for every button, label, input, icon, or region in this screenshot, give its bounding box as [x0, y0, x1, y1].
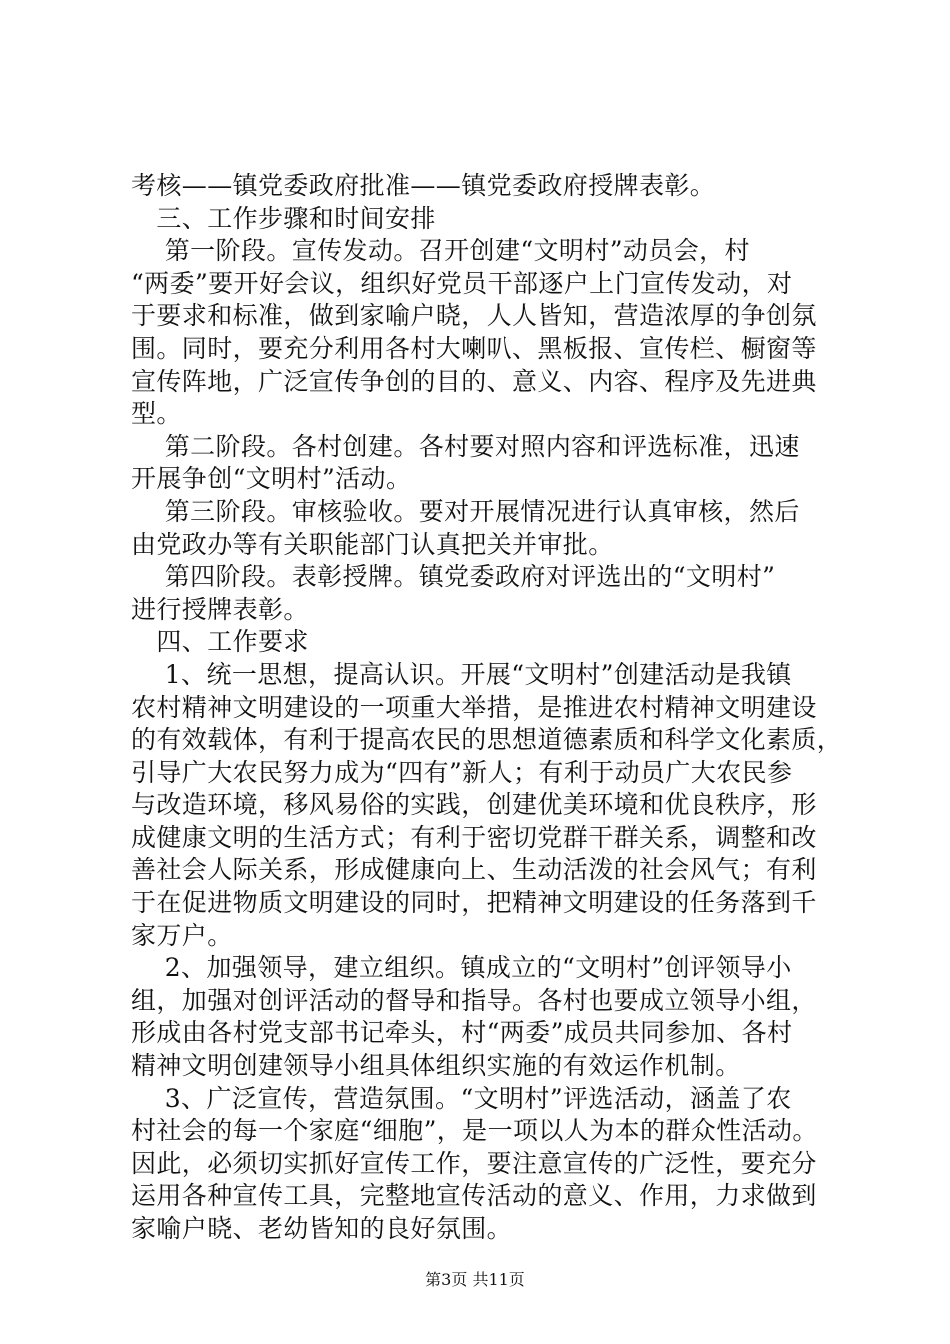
text-line: 第二阶段。各村创建。各村要对照内容和评选标准，迅速 — [131, 431, 800, 461]
text-line: “两委”要开好会议，组织好党员干部逐户上门宣传发动，对 — [131, 268, 793, 298]
text-line: 于在促进物质文明建设的同时，把精神文明建设的任务落到千 — [131, 888, 817, 918]
text-line: 形成由各村党支部书记牵头，村“两委”成员共同参加、各村 — [131, 1018, 793, 1048]
text-line: 2、加强领导，建立组织。镇成立的“文明村”创评领导小 — [131, 953, 792, 983]
text-line: 与改造环境，移风易俗的实践，创建优美环境和优良秩序，形 — [131, 790, 817, 820]
text-line: 农村精神文明建设的一项重大举措，是推进农村精神文明建设 — [131, 692, 817, 722]
text-line: 精神文明创建领导小组具体组织实施的有效运作机制。 — [131, 1051, 741, 1081]
text-line: 3、广泛宣传，营造氛围。“文明村”评选活动，涵盖了农 — [131, 1083, 792, 1113]
section-heading: 四、工作要求 — [131, 627, 309, 657]
text-line: 成健康文明的生活方式；有利于密切党群干群关系，调整和改 — [131, 822, 817, 852]
text-line: 开展争创“文明村”活动。 — [131, 464, 412, 494]
text-line: 于要求和标准，做到家喻户晓，人人皆知，营造浓厚的争创氛 — [131, 301, 817, 331]
text-line: 第四阶段。表彰授牌。镇党委政府对评选出的“文明村” — [131, 562, 776, 592]
text-line: 引导广大农民努力成为“四有”新人；有利于动员广大农民参 — [131, 757, 793, 787]
text-line: 第三阶段。审核验收。要对开展情况进行认真审核，然后 — [131, 496, 800, 526]
text-line: 家万户。 — [131, 920, 233, 950]
text-line: 考核——镇党委政府批准——镇党委政府授牌表彰。 — [131, 171, 716, 200]
text-line: 由党政办等有关职能部门认真把关并审批。 — [131, 529, 614, 559]
text-line: 宣传阵地，广泛宣传争创的目的、意义、内容、程序及先进典 — [131, 366, 817, 396]
text-line: 的有效载体，有利于提高农民的思想道德素质和科学文化素质， — [131, 725, 843, 755]
document-body — [131, 170, 843, 1246]
text-line: 运用各种宣传工具，完整地宣传活动的意义、作用，力求做到 — [131, 1181, 817, 1211]
text-line: 型。 — [131, 399, 182, 429]
text-line: 进行授牌表彰。 — [131, 594, 309, 624]
section-heading: 三、工作步骤和时间安排 — [131, 203, 436, 233]
text-line: 善社会人际关系，形成健康向上、生动活泼的社会风气；有利 — [131, 855, 817, 885]
text-line: 组，加强对创评活动的督导和指导。各村也要成立领导小组， — [131, 985, 817, 1015]
text-line: 第一阶段。宣传发动。召开创建“文明村”动员会，村 — [131, 236, 750, 266]
text-line: 因此，必须切实抓好宣传工作，要注意宣传的广泛性，要充分 — [131, 1148, 817, 1178]
text-line: 家喻户晓、老幼皆知的良好氛围。 — [131, 1214, 513, 1243]
page-number-footer: 第3页 共11页 — [425, 1270, 525, 1289]
text-line: 村社会的每一个家庭“细胞”，是一项以人为本的群众性活动。 — [131, 1116, 818, 1146]
text-line: 围。同时，要充分利用各村大喇叭、黑板报、宣传栏、橱窗等 — [131, 333, 817, 363]
text-line: 1、统一思想，提高认识。开展“文明村”创建活动是我镇 — [131, 659, 792, 689]
